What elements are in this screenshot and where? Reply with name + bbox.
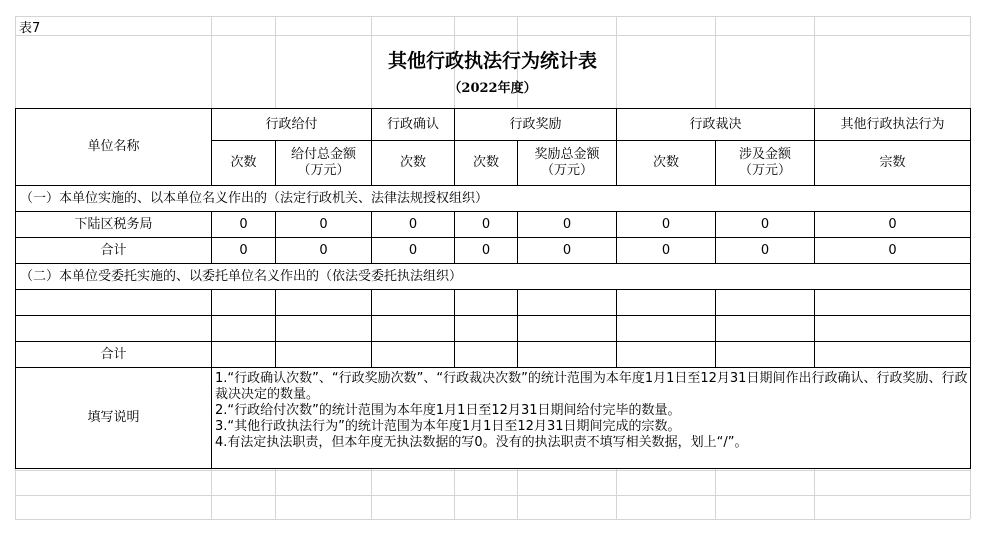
header-group-confirm: 行政确认: [372, 109, 455, 141]
table-cell: [815, 316, 971, 342]
table-cell: 0: [518, 238, 617, 264]
table-label: 表7: [19, 21, 41, 36]
table-cell: [455, 290, 518, 316]
table-cell: [617, 290, 716, 316]
header-unit-name: 单位名称: [16, 109, 212, 186]
table-cell: 0: [617, 238, 716, 264]
table-row: [16, 290, 971, 316]
table-cell: 0: [372, 212, 455, 238]
page-subtitle: （2022年度）: [448, 81, 537, 96]
table-cell: 0: [716, 238, 815, 264]
header-reward-amount: 奖励总金额 （万元）: [518, 141, 617, 186]
section-1-title: （一）本单位实施的、以本单位名义作出的（法定行政机关、法律法规授权组织）: [16, 186, 971, 212]
table-cell: 0: [455, 238, 518, 264]
table-cell: [617, 316, 716, 342]
header-other-cases: 宗数: [815, 141, 971, 186]
header-group-other: 其他行政执法行为: [815, 109, 971, 141]
row-unit-name: 下陆区税务局: [16, 212, 212, 238]
table-row: [16, 342, 971, 368]
table-cell: [815, 342, 971, 368]
table-cell: 0: [617, 212, 716, 238]
table-cell: [716, 290, 815, 316]
table-cell: [212, 316, 276, 342]
table-cell: 0: [212, 212, 276, 238]
header-group-reward: 行政奖励: [455, 109, 617, 141]
note-line: 2.“行政给付次数”的统计范围为本年度1月1日至12月31日期间给付完毕的数量。: [215, 403, 681, 418]
table-cell: 0: [372, 238, 455, 264]
table-cell: [372, 342, 455, 368]
table-cell: 0: [455, 212, 518, 238]
table-cell: [617, 342, 716, 368]
table-cell: [518, 316, 617, 342]
table-cell: [518, 290, 617, 316]
table-cell: [276, 342, 372, 368]
table-cell: 0: [716, 212, 815, 238]
table-cell: 0: [276, 238, 372, 264]
table-cell: 0: [815, 238, 971, 264]
table-cell: [815, 290, 971, 316]
section-2-title: （二）本单位受委托实施的、以委托单位名义作出的（依法受委托执法组织）: [16, 264, 971, 290]
notes-content: [212, 368, 971, 469]
table-cell: [716, 342, 815, 368]
table-cell: 0: [276, 212, 372, 238]
table-cell: [212, 342, 276, 368]
statistics-table: [15, 108, 971, 469]
table-row: [16, 238, 971, 264]
row-total-label: 合计: [16, 238, 212, 264]
note-line: 3.“其他行政执法行为”的统计范围为本年度1月1日至12月31日期间完成的宗数。: [215, 419, 681, 434]
header-group-payment: 行政给付: [212, 109, 372, 141]
note-line: 4.有法定执法职责，但本年度无执法数据的写0。没有的执法职责不填写相关数据，划上“/”。: [215, 435, 748, 450]
table-cell: [372, 290, 455, 316]
header-ruling-count: 次数: [617, 141, 716, 186]
table-row: [16, 212, 971, 238]
header-group-ruling: 行政裁决: [617, 109, 815, 141]
table-cell: [455, 316, 518, 342]
table-cell: [276, 290, 372, 316]
note-line: 1.“行政确认次数”、“行政奖励次数”、“行政裁决次数”的统计范围为本年度1月1日至12月31日期间作出行政确认、行政奖励、行政裁决决定的数量。: [215, 371, 968, 402]
table-cell: [518, 342, 617, 368]
header-payment-amount: 给付总金额 （万元）: [276, 141, 372, 186]
notes-label: 填写说明: [16, 368, 212, 469]
header-payment-count: 次数: [212, 141, 276, 186]
table-cell: 0: [518, 212, 617, 238]
header-ruling-amount: 涉及金额 （万元）: [716, 141, 815, 186]
row-total-label: 合计: [16, 342, 212, 368]
table-cell: [16, 290, 212, 316]
table-cell: [455, 342, 518, 368]
table-cell: [276, 316, 372, 342]
header-reward-count: 次数: [455, 141, 518, 186]
header-confirm-count: 次数: [372, 141, 455, 186]
table-row: [16, 316, 971, 342]
page-title: 其他行政执法行为统计表: [387, 50, 597, 72]
table-cell: [212, 290, 276, 316]
table-cell: 0: [815, 212, 971, 238]
table-cell: [372, 316, 455, 342]
table-cell: [16, 316, 212, 342]
table-cell: [716, 316, 815, 342]
table-cell: 0: [212, 238, 276, 264]
